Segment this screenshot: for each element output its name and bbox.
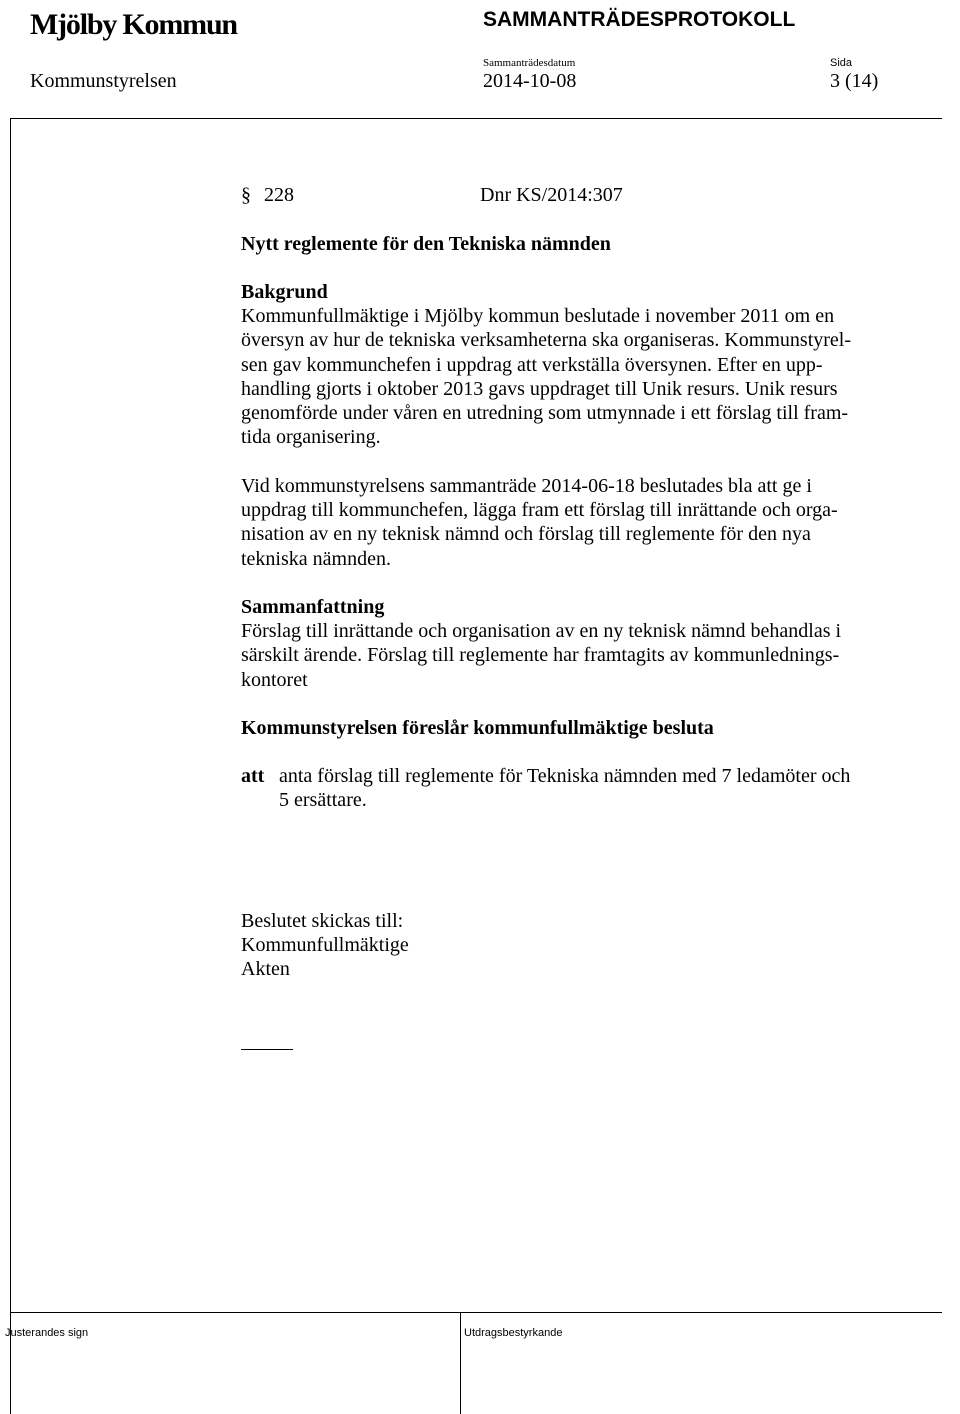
- background-p2-line: tekniska nämnden.: [241, 547, 391, 570]
- att-line: anta förslag till reglemente för Tekniska nämnden med 7 ledamöter och: [279, 765, 851, 787]
- page-number: 3 (14): [830, 70, 879, 92]
- att-label: att: [241, 765, 265, 787]
- dnr: Dnr KS/2014:307: [480, 184, 623, 206]
- item-title: Nytt reglemente för den Tekniska nämnden: [241, 233, 611, 255]
- municipality-logo: Mjölby Kommun: [30, 8, 237, 41]
- excerpt-label: Utdragsbestyrkande: [464, 1327, 563, 1339]
- item-number-value: 228: [264, 184, 294, 206]
- background-line: genomförde under våren en utredning som utmynnade i ett förslag till fram-: [241, 402, 849, 425]
- date-label: Sammanträdesdatum: [483, 57, 576, 69]
- att-clause: [279, 764, 850, 812]
- paragraph-sign: §: [241, 184, 251, 206]
- meeting-date: 2014-10-08: [483, 70, 577, 92]
- summary-line: Förslag till inrättande och organisation av en ny teknisk nämnd behandlas i: [241, 620, 842, 643]
- sign-label: Justerandes sign: [5, 1327, 89, 1339]
- background-line: tida organisering.: [241, 426, 381, 449]
- summary-section: [241, 595, 881, 692]
- background-line: handling gjorts i oktober 2013 gavs uppdraget till Unik resurs. Unik resurs: [241, 377, 838, 400]
- body-name: Kommunstyrelsen: [30, 70, 177, 92]
- distribution-heading: Beslutet skickas till:: [241, 910, 404, 932]
- footer-divider: [460, 1312, 461, 1414]
- header-rule: [10, 118, 942, 119]
- summary-line: särskilt ärende. Förslag till reglemente har framtagits av kommunlednings-: [241, 644, 840, 667]
- background-line: Kommunfullmäktige i Mjölby kommun beslutade i november 2011 om en: [241, 305, 835, 328]
- frame-left-border: [10, 118, 11, 1414]
- closing-rule: [241, 1049, 293, 1050]
- background-p2-line: Vid kommunstyrelsens sammanträde 2014-06-18 beslutades bla att ge i: [241, 475, 812, 497]
- recipient: Kommunfullmäktige: [241, 934, 409, 957]
- summary-line: kontoret: [241, 668, 308, 691]
- page-label: Sida: [830, 57, 853, 69]
- document-type-title: SAMMANTRÄDESPROTOKOLL: [483, 8, 796, 31]
- background-p2-line: nisation av en ny teknisk nämnd och förslag till reglemente för den nya: [241, 523, 811, 546]
- recipient: Akten: [241, 958, 290, 981]
- att-line: 5 ersättare.: [279, 789, 367, 812]
- item-number: [241, 183, 294, 207]
- footer-rule: [10, 1312, 942, 1313]
- background-paragraph-2: [241, 474, 881, 571]
- background-p2-line: uppdrag till kommunchefen, lägga fram ett förslag till inrättande och orga-: [241, 499, 838, 522]
- background-heading: Bakgrund: [241, 281, 328, 303]
- background-section: [241, 280, 881, 449]
- background-line: sen gav kommunchefen i uppdrag att verkställa översynen. Efter en upp-: [241, 353, 823, 376]
- proposal-heading: Kommunstyrelsen föreslår kommunfullmäktige besluta: [241, 717, 714, 739]
- summary-heading: Sammanfattning: [241, 596, 385, 618]
- distribution-section: [241, 909, 881, 982]
- background-line: översyn av hur de tekniska verksamheterna ska organiseras. Kommunstyrel-: [241, 329, 852, 352]
